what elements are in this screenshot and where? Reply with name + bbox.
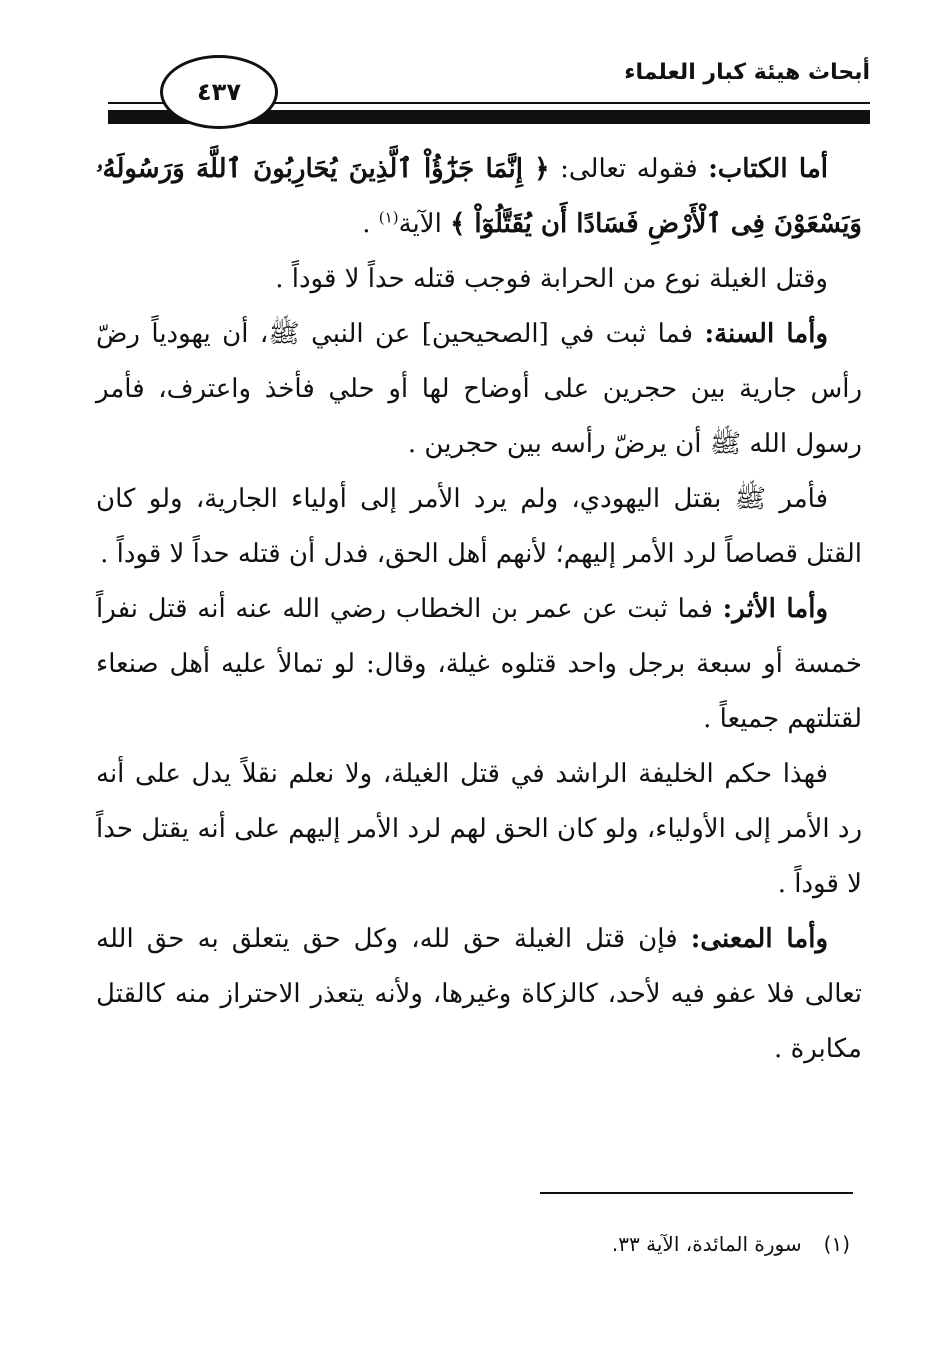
paragraph-sunnah: [96, 307, 862, 472]
footnote-text: سورة المائدة، الآية ٣٣.: [611, 1232, 802, 1256]
verse-tail: الآية: [398, 209, 451, 239]
running-title: أبحاث هيئة كبار العلماء: [624, 60, 870, 85]
section-lead-sunnah: وأما السنة:: [704, 319, 829, 349]
paragraph-text: فما ثبت في [الصحيحين] عن النبي ﷺ، أن يهودياً رضّ رأس جارية بين حجرين على أوضاح لها أو حلي فأخذ واعترف، فأمر رسول الله ﷺ أن يرضّ رأسه بين حجرين .: [96, 319, 862, 459]
paragraph-ruling: [96, 472, 862, 582]
section-lead-athar: وأما الأثر:: [722, 594, 828, 624]
quran-verse: ﴿ إِنَّمَا جَزَٰٓؤُاْ ٱلَّذِينَ يُحَارِبُونَ ٱللَّهَ وَرَسُولَهُۥ وَيَسْعَوْنَ فِى ٱلْأَرْضِ فَسَادًا أَن يُقَتَّلُوٓاْ ﴾: [96, 154, 862, 239]
paragraph-end: .: [362, 209, 379, 239]
page-number: ٤٣٧: [197, 78, 241, 106]
footnote-number: (١): [823, 1232, 850, 1256]
paragraph-caliph: [96, 747, 862, 912]
paragraph-text: فقوله تعالى:: [549, 154, 709, 184]
paragraph-hiraba: [96, 252, 862, 307]
footnote-reference: (١): [378, 208, 399, 227]
paragraph-text: فأمر ﷺ بقتل اليهودي، ولم يرد الأمر إلى أولياء الجارية، ولو كان القتل قصاصاً لرد الأمر إليهم؛ لأنهم أهل الحق، فدل أن قتله حداً لا قوداً .: [96, 484, 862, 569]
section-lead-book: أما الكتاب:: [708, 154, 828, 184]
paragraph-text: وقتل الغيلة نوع من الحرابة فوجب قتله حداً لا قوداً .: [275, 264, 828, 294]
paragraph-meaning: [96, 912, 862, 1077]
body-text: [96, 142, 862, 1077]
section-lead-meaning: وأما المعنى:: [690, 924, 829, 954]
paragraph-text: فإن قتل الغيلة حق لله، وكل حق يتعلق به حق الله تعالى فلا عفو فيه لأحد، كالزكاة وغيرها، ولأنه يتعذر الاحتراز منه كالقتل مكابرة .: [96, 924, 862, 1064]
footnote: [612, 1232, 850, 1256]
page-header: [0, 0, 940, 140]
paragraph-athar: [96, 582, 862, 747]
paragraph-text: فهذا حكم الخليفة الراشد في قتل الغيلة، ولا نعلم نقلاً يدل على أنه رد الأمر إلى الأولياء، ولو كان الحق لهم لرد الأمر إليهم على أنه يقتل حداً لا قوداً .: [96, 759, 862, 899]
paragraph-text: فما ثبت عن عمر بن الخطاب رضي الله عنه أنه قتل نفراً خمسة أو سبعة برجل واحد قتلوه غيلة، وقال: لو تمالأ عليه أهل صنعاء لقتلتهم جميعاً .: [96, 594, 862, 734]
paragraph-book: [96, 142, 862, 252]
footnote-rule: [540, 1192, 853, 1194]
page-number-oval: [160, 55, 278, 129]
